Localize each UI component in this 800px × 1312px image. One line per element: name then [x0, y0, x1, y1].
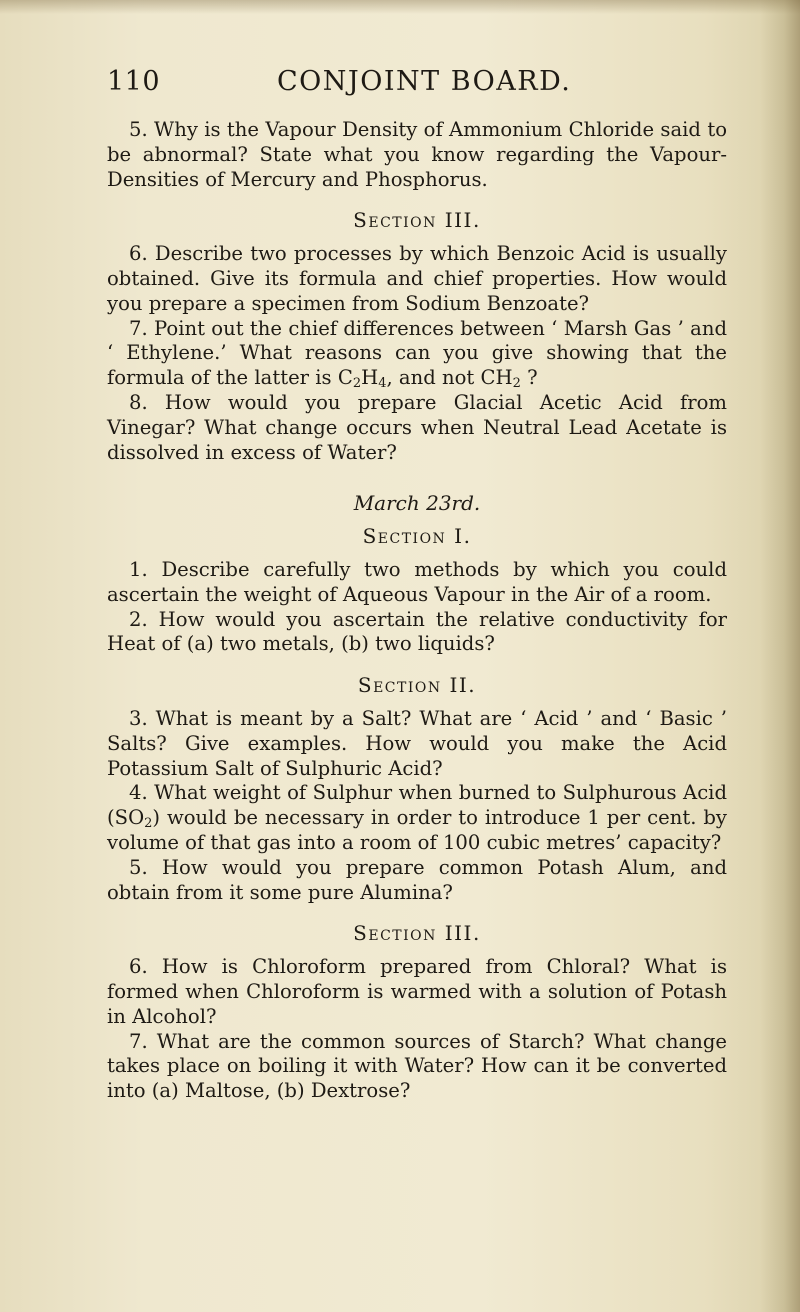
question-2: 2. How would you ascertain the relative conductivity for Heat of (a) two metals, (b) two liquids? [107, 607, 727, 656]
exam-questions [107, 118, 727, 1104]
question-7-text-part3: , and not CH [386, 366, 513, 390]
question-7-second: 7. What are the common sources of Starch? What change takes place on boiling it with Water? How can it be converted into (a) Maltose, (b) Dextrose? [107, 1029, 727, 1103]
question-4-text-part2: ) would be necessary in order to introduce 1 per cent. by volume of that gas into a room of 100 cubic metres’ capacity? [107, 806, 727, 854]
question-5-first: 5. Why is the Vapour Density of Ammonium Chloride said to be abnormal? State what you know regarding the Vapour-Densities of Mercury and Phosphorus. [107, 118, 727, 191]
question-7-text-part2: H [361, 366, 379, 390]
question-5-second: 5. How would you prepare common Potash Alum, and obtain from it some pure Alumina? [107, 855, 727, 904]
section-heading-1: Section I. [362, 524, 472, 549]
page-header [107, 66, 727, 106]
question-3: 3. What is meant by a Salt? What are ‘ Acid ’ and ‘ Basic ’ Salts? Give examples. How would you make the Acid Potassium Salt of Sulphuric Acid? [107, 706, 727, 780]
question-7-text-part4: ? [520, 366, 538, 390]
page-top-shadow [0, 0, 800, 14]
subscript-4: 4 [378, 376, 387, 392]
subscript-2b: 2 [512, 376, 521, 392]
page-number: 110 [107, 66, 161, 97]
section-heading-3-second: Section III. [353, 921, 481, 946]
question-7-first [107, 317, 727, 391]
question-4 [107, 781, 727, 855]
question-7-text-part1: 7. Point out the chief differences between ‘ Marsh Gas ’ and ‘ Ethylene.’ What reasons can you give showing that the formula of the latter is C [107, 316, 727, 390]
question-4-text-part1: 4. What weight of Sulphur when burned to Sulphurous Acid (SO [107, 781, 727, 830]
question-1: 1. Describe carefully two methods by which you could ascertain the weight of Aqueous Vapour in the Air of a room. [107, 557, 727, 606]
question-8-first: 8. How would you prepare Glacial Acetic Acid from Vinegar? What change occurs when Neutral Lead Acetate is dissolved in excess of Water? [107, 390, 727, 464]
section-heading-3-first: Section III. [353, 208, 481, 233]
question-6-second: 6. How is Chloroform prepared from Chloral? What is formed when Chloroform is warmed with a solution of Potash in Alcohol? [107, 955, 727, 1028]
date-heading: March 23rd. [353, 491, 481, 516]
page-edge-shadow [760, 0, 800, 1312]
running-head: CONJOINT BOARD. [277, 66, 572, 97]
section-heading-2: Section II. [357, 673, 477, 698]
subscript-so2: 2 [144, 816, 153, 832]
subscript-2: 2 [352, 376, 362, 392]
question-6-first: 6. Describe two processes by which Benzoic Acid is usually obtained. Give its formula and chief properties. How would you prepare a specimen from Sodium Benzoate? [107, 242, 727, 315]
